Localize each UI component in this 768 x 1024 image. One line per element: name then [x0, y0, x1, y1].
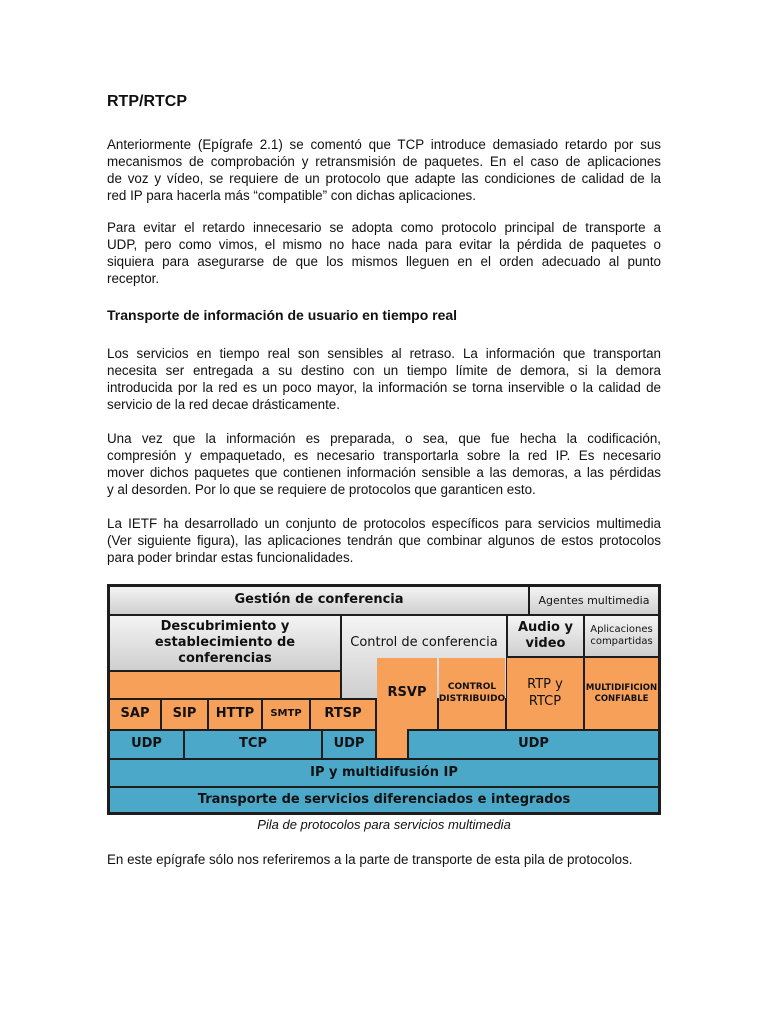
control-distribuido-cell: CONTROL DISTRIBUIDO — [439, 658, 505, 729]
text-line: Los servicios en tiempo real son sensibles al retraso. La información que transportan — [107, 346, 661, 361]
text-line: red IP para hacerla más “compatible” con dichas aplicaciones. — [107, 188, 476, 203]
text-line: En este epígrafe sólo nos referiremos a la parte de transporte de esta pila de protocolos. — [107, 852, 633, 867]
text-line: Para evitar el retardo innecesario se adopta como protocolo principal de transporte a — [107, 220, 661, 235]
agentes-multimedia-cell: Agentes multimedia — [530, 587, 658, 614]
paragraph-2 — [107, 219, 661, 287]
text-line: introducida por la red es un poco mayor, la información se torna inservible o la calidad de — [107, 380, 661, 395]
aplicaciones-compartidas-cell: Aplicaciones compartidas — [585, 616, 658, 656]
page-title: RTP/RTCP — [107, 93, 187, 110]
smtp-cell: SMTP — [263, 700, 309, 729]
rtsp-cell: RTSP — [311, 700, 375, 729]
paragraph-5 — [107, 515, 661, 566]
control-conferencia-cell: Control de conferencia — [342, 616, 506, 698]
text-line: receptor. — [107, 271, 160, 286]
audio-video-cell: Audio y video — [508, 616, 583, 656]
text-line: Una vez que la información es preparada, o sea, que fue hecha la codificación, — [107, 431, 661, 446]
text-line: servicio de la red decae drásticamente. — [107, 397, 340, 412]
tcp-cell: TCP — [185, 731, 321, 758]
sip-cell: SIP — [162, 700, 207, 729]
transporte-servicios-cell: Transporte de servicios diferenciados e integrados — [110, 788, 658, 812]
text-line: para poder brindar estas funcionalidades. — [107, 550, 354, 565]
text-line: (Ver siguiente figura), las aplicaciones tendrán que combinar algunos de estos protocolos — [107, 533, 661, 548]
figure-caption: Pila de protocolos para servicios multimedia — [257, 817, 511, 832]
gestion-conferencia-cell: Gestión de conferencia — [110, 587, 528, 614]
udp-cell-2: UDP — [323, 731, 375, 758]
udp-cell-3: UDP — [409, 731, 658, 758]
text-line: mecanismos de comprobación y retransmisión de paquetes. En el caso de aplicaciones — [107, 154, 661, 169]
descubrimiento-cell: Descubrimiento y establecimiento de conferencias — [110, 616, 340, 670]
http-cell: HTTP — [209, 700, 261, 729]
text-line: mover dichos paquetes que contienen información sensible a las demoras, a las pérdidas — [107, 465, 661, 480]
section-subheading: Transporte de información de usuario en tiempo real — [107, 307, 458, 323]
text-line: siquiera para asegurarse de que los mismos lleguen en el orden adecuado al punto — [107, 254, 661, 269]
paragraph-1 — [107, 136, 661, 204]
paragraph-4 — [107, 430, 661, 498]
orange-band — [110, 672, 340, 698]
multidificion-confiable-cell: MULTIDIFICION CONFIABLE — [585, 658, 658, 729]
sap-cell: SAP — [110, 700, 160, 729]
text-line: compresión y empaquetado, es necesario transportarla sobre la red IP. Es necesario — [107, 448, 661, 463]
rsvp-cell: RSVP — [377, 658, 437, 729]
text-line: necesita ser entregada a su destino con un tiempo límite de demora, si la demora — [107, 363, 661, 378]
ip-multidifusion-cell: IP y multidifusión IP — [110, 760, 658, 786]
paragraph-3 — [107, 345, 661, 413]
text-line: La IETF ha desarrollado un conjunto de protocolos específicos para servicios multimedia — [107, 516, 661, 531]
protocol-stack-diagram — [107, 584, 661, 815]
rtp-rtcp-cell: RTP y RTCP — [507, 658, 583, 729]
text-line: de voz y vídeo, se requiere de un protocolo que adapte las condiciones de calidad de la — [107, 171, 661, 186]
text-line: Anteriormente (Epígrafe 2.1) se comentó que TCP introduce demasiado retardo por sus — [107, 137, 661, 152]
text-line: UDP, pero como vimos, el mismo no hace nada para evitar la pérdida de paquetes o — [107, 237, 661, 252]
rsvp-stem — [377, 731, 407, 758]
text-line: y al desorden. Por lo que se requiere de protocolos que garanticen esto. — [107, 482, 536, 497]
udp-cell-1: UDP — [110, 731, 183, 758]
paragraph-6 — [107, 851, 661, 868]
